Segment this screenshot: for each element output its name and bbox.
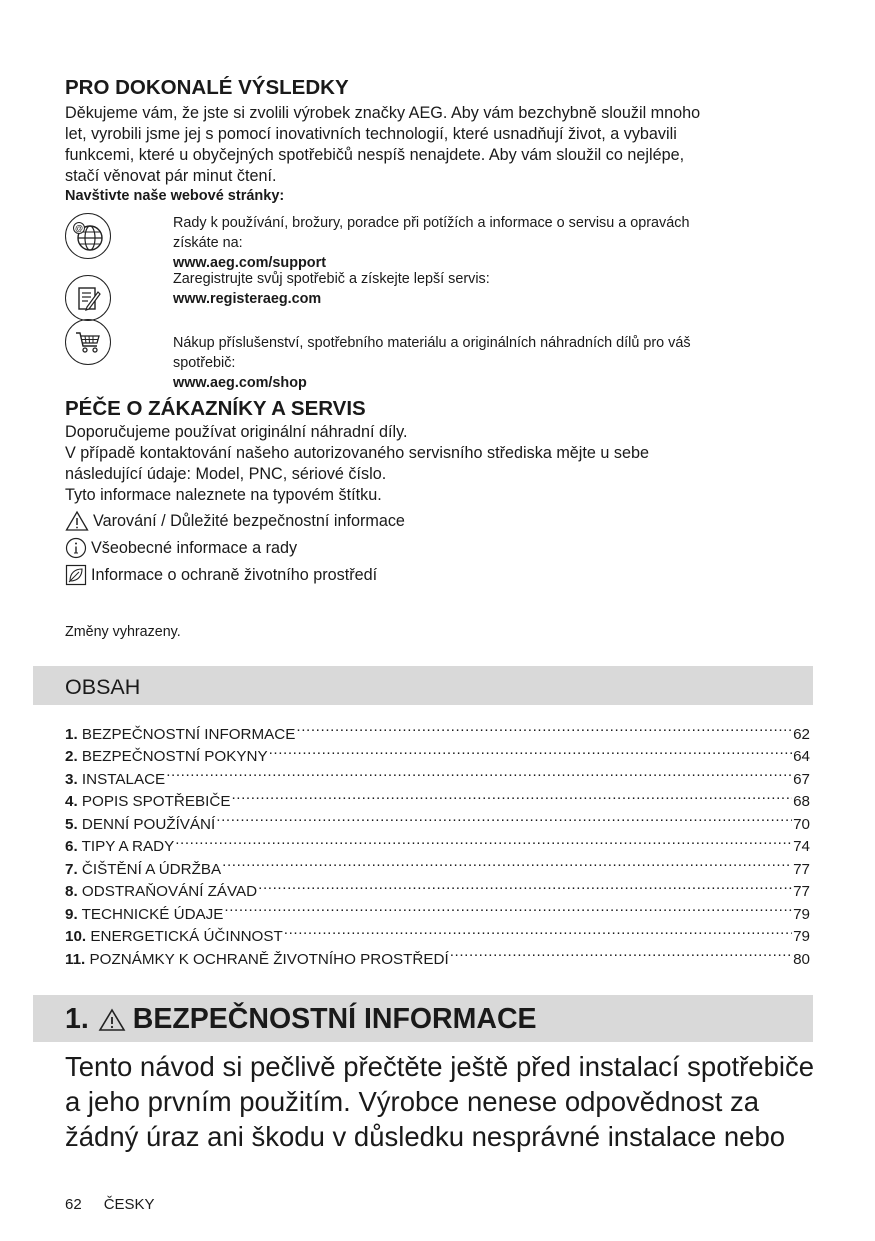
visit-label: Navštivte naše webové stránky:: [65, 188, 285, 204]
intro-line: Děkujeme vám, že jste si zvolili výrobek značky AEG. Aby vám bezchybně sloužil mnoho: [65, 104, 701, 122]
service-line: následující údaje: Model, PNC, sériové číslo.: [65, 465, 387, 483]
toc-leader: [258, 874, 792, 897]
toc-number: 4.: [65, 793, 78, 810]
page-number: 62: [65, 1196, 82, 1213]
shop-url-link[interactable]: www.aeg.com/shop: [173, 375, 307, 391]
toc-number: 5.: [65, 815, 78, 833]
intro-line: stačí věnovat pár minut čtení.: [65, 167, 277, 185]
toc-title: TIPY A RADY: [81, 838, 175, 855]
service-line: V případě kontaktování našeho autorizovaného servisního střediska mějte u sebe: [65, 444, 650, 462]
leaf-icon: [65, 564, 87, 586]
section1-number: 1.: [65, 1003, 89, 1035]
legend-environment: [65, 562, 810, 588]
intro-line: funkcemi, které u obyčejných spotřebičů nespíš nenajdete. Aby vám sloužil co nejlépe,: [65, 146, 685, 164]
toc-number: 9.: [65, 905, 78, 923]
footer-language: ČESKY: [103, 1196, 155, 1213]
section1-title: BEZPEČNOSTNÍ INFORMACE: [132, 1003, 537, 1035]
warning-icon: [65, 510, 89, 532]
register-form-icon: [65, 275, 111, 321]
contents-band: [33, 666, 813, 705]
toc-item[interactable]: [65, 829, 810, 855]
toc-title: BEZPEČNOSTNÍ INFORMACE: [81, 725, 296, 743]
link-support: [65, 213, 810, 273]
link-desc: spotřebič:: [173, 355, 236, 371]
toc-leader: [296, 716, 792, 739]
toc-page: 77: [793, 883, 810, 900]
link-desc: Rady k používání, brožury, poradce při potížích a informace o servisu a opravách: [173, 215, 690, 231]
toc-page: 70: [793, 815, 810, 833]
toc-page: 79: [793, 928, 810, 945]
toc-number: 1.: [65, 725, 78, 743]
web-globe-icon: [65, 213, 111, 259]
toc-title: POPIS SPOTŘEBIČE: [81, 793, 231, 810]
table-of-contents: [65, 716, 810, 968]
toc-page: 80: [793, 950, 810, 968]
toc-leader: [284, 919, 792, 942]
toc-page: 68: [793, 793, 810, 810]
toc-number: 7.: [65, 860, 78, 878]
toc-title: TECHNICKÉ ÚDAJE: [81, 905, 224, 923]
toc-leader: [216, 806, 792, 829]
toc-number: 6.: [65, 838, 78, 855]
intro-heading: PRO DOKONALÉ VÝSLEDKY: [65, 76, 349, 99]
service-line: Doporučujeme používat originální náhradní díly.: [65, 423, 408, 441]
changes-note: Změny vyhrazeny.: [65, 624, 181, 640]
info-icon: [65, 537, 87, 559]
toc-title: INSTALACE: [81, 770, 166, 788]
service-heading: PÉČE O ZÁKAZNÍKY A SERVIS: [65, 397, 366, 420]
legend-info: [65, 535, 810, 561]
legend-text: Informace o ochraně životního prostředí: [91, 566, 378, 584]
toc-item[interactable]: [65, 761, 810, 788]
warning-icon: [97, 1007, 127, 1033]
legend-warning: [65, 508, 810, 534]
intro-section: [65, 76, 810, 206]
link-shop: [65, 319, 810, 393]
toc-number: 11.: [65, 950, 86, 968]
toc-leader: [224, 896, 792, 919]
section1-line: a jeho prvním použitím. Výrobce nenese odpovědnost za: [65, 1086, 760, 1117]
link-desc: Zaregistrujte svůj spotřebič a získejte lepší servis:: [173, 271, 490, 287]
service-section: [65, 397, 810, 640]
section1-line: žádný úraz ani škodu v důsledku nesprávné instalace nebo: [65, 1121, 786, 1152]
toc-item[interactable]: [65, 716, 810, 743]
support-url-link[interactable]: www.aeg.com/support: [173, 255, 326, 271]
contents-title: OBSAH: [65, 675, 141, 699]
toc-number: 8.: [65, 883, 78, 900]
toc-leader: [231, 784, 792, 807]
toc-number: 10.: [65, 928, 87, 945]
links-list: [65, 213, 810, 393]
toc-number: 2.: [65, 748, 78, 765]
shopping-cart-icon: [65, 319, 111, 365]
link-register: [65, 269, 810, 321]
toc-title: BEZPEČNOSTNÍ POKYNY: [81, 748, 268, 765]
svg-text:@: @: [75, 224, 83, 233]
toc-item[interactable]: [65, 784, 810, 810]
page-footer: [65, 1196, 155, 1213]
link-desc: Nákup příslušenství, spotřebního materiálu a originálních náhradních dílů pro váš: [173, 335, 691, 351]
toc-page: 74: [793, 838, 810, 855]
toc-title: POZNÁMKY K OCHRANĚ ŽIVOTNÍHO PROSTŘEDÍ: [89, 950, 449, 968]
intro-line: let, vyrobili jsme jej s pomocí inovativních technologií, které usnadňují život, a vybavili: [65, 125, 677, 143]
toc-page: 64: [793, 748, 810, 765]
section1-intro: [65, 1049, 825, 1154]
section1-band: [33, 995, 813, 1042]
toc-leader: [269, 739, 793, 762]
service-line: Tyto informace naleznete na typovém štítku.: [65, 486, 382, 504]
section1-heading: [65, 1003, 537, 1036]
toc-title: DENNÍ POUŽÍVÁNÍ: [81, 815, 216, 833]
toc-page: 79: [793, 905, 810, 923]
toc-item[interactable]: [65, 851, 810, 878]
section1-line: Tento návod si pečlivě přečtěte ještě před instalací spotřebiče: [65, 1051, 815, 1082]
legend-text: Varování / Důležité bezpečnostní informace: [93, 512, 405, 530]
toc-leader: [166, 761, 792, 784]
legend-text: Všeobecné informace a rady: [91, 539, 298, 557]
toc-title: ČIŠTĚNÍ A ÚDRŽBA: [81, 860, 222, 878]
toc-leader: [175, 829, 792, 852]
toc-title: ENERGETICKÁ ÚČINNOST: [90, 928, 283, 945]
toc-leader: [450, 941, 792, 964]
register-url-link[interactable]: www.registeraeg.com: [173, 291, 322, 307]
toc-page: 77: [793, 860, 810, 878]
toc-number: 3.: [65, 770, 78, 788]
toc-leader: [222, 851, 792, 874]
toc-title: ODSTRAŇOVÁNÍ ZÁVAD: [81, 883, 258, 900]
link-desc: získáte na:: [173, 235, 243, 251]
toc-page: 62: [793, 725, 810, 743]
toc-page: 67: [793, 770, 810, 788]
